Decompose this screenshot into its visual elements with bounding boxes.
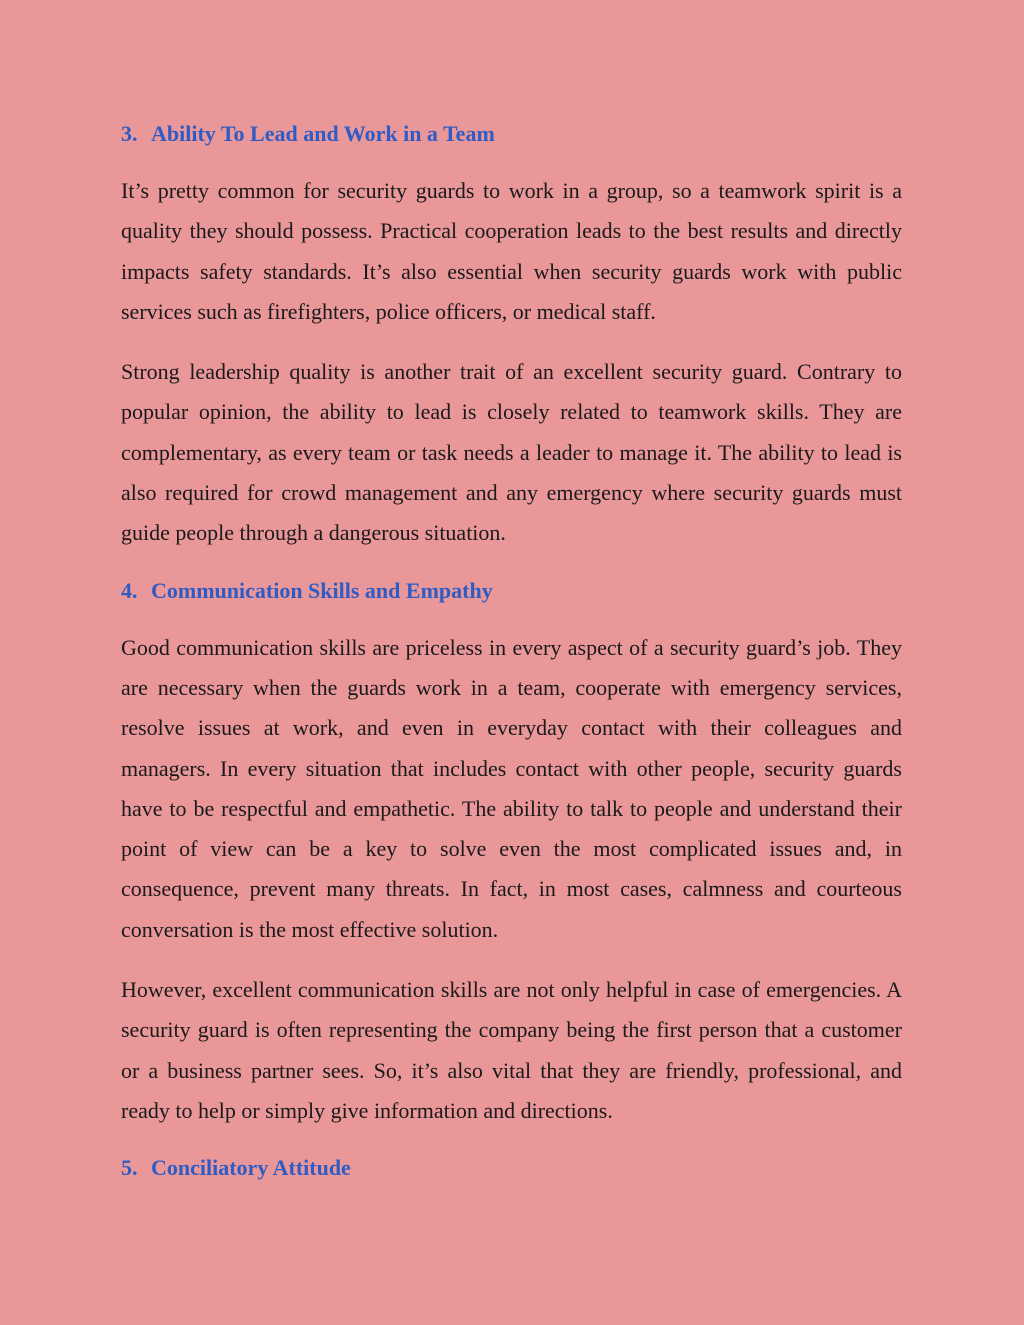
section-number: 3. xyxy=(121,121,138,146)
section-heading-4 xyxy=(121,575,902,607)
body-paragraph: However, excellent communication skills are not only helpful in case of emergencies. A security guard is often representing the company being the first person that a customer or a business partner sees. So, it’s also vital that they are friendly, professional, and ready to help or simply give information and directions. xyxy=(121,977,902,1123)
section-number: 5. xyxy=(121,1155,138,1181)
section-heading-3 xyxy=(121,118,902,150)
section-number: 4. xyxy=(121,577,138,603)
document-page xyxy=(121,118,902,1184)
section-title: Conciliatory Attitude xyxy=(151,1155,351,1181)
section-title: Communication Skills and Empathy xyxy=(151,577,493,603)
section-heading-5 xyxy=(121,1152,902,1184)
body-paragraph: Good communication skills are priceless in every aspect of a security guard’s job. They are necessary when the guards work in a team, cooperate with emergency services, resolve issues at work, and even in everyday contact with their colleagues and managers. In every situation that includes contact with other people, security guards have to be respectful and empathetic. The ability to talk to people and understand their point of view can be a key to solve even the most complicated issues and, in consequence, prevent many threats. In fact, in most cases, calmness and courteous conversation is the most effective solution. xyxy=(121,634,902,942)
section-title: Ability To Lead and Work in a Team xyxy=(151,121,495,146)
body-paragraph: It’s pretty common for security guards to work in a group, so a teamwork spirit is a quality they should possess. Practical cooperation leads to the best results and directly impacts safety standards. It’s also essential when security guards work with public services such as firefighters, police officers, or medical staff. xyxy=(121,178,902,324)
body-paragraph: Strong leadership quality is another trait of an excellent security guard. Contrary to popular opinion, the ability to lead is closely related to teamwork skills. They are complementary, as every team or task needs a leader to manage it. The ability to lead is also required for crowd management and any emergency where security guards must guide people through a dangerous situation. xyxy=(121,359,902,546)
